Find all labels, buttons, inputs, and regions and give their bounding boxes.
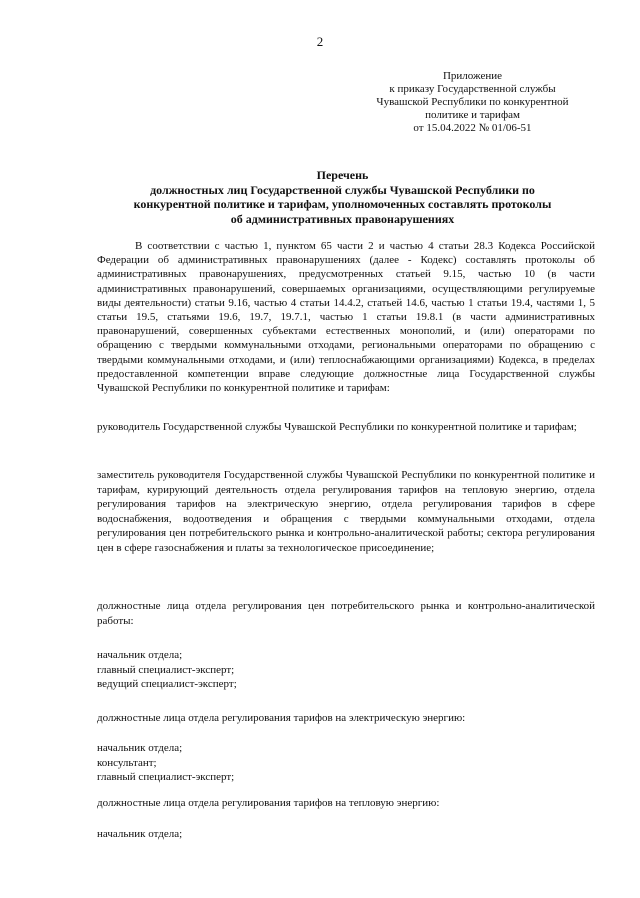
list-item: начальник отдела; — [97, 649, 183, 661]
list-item: начальник отдела; — [97, 742, 183, 754]
appendix-line: от 15.04.2022 № 01/06-51 — [413, 122, 532, 134]
position-list — [97, 648, 497, 692]
document-title — [90, 168, 595, 226]
intro-paragraph: В соответствии с частью 1, пунктом 65 части 2 и частью 4 статьи 28.3 Кодекса Российской Федерации об административных правонарушениях (далее - Кодекс) составлять протоколы об административных правонарушениях, предусмотренных статьей 9.15, частью 10 (в части административных правонарушений, совершаемых организациями, осуществляющими регулируемые виды деятельности) статьи 9.16, частью 4 статьи 14.4.2, статьей 14.6, частью 1 статьи 19.4, частями 1, 5 статьи 19.5, статьями 19.6, 19.7, 19.7.1, частью 1 статьи 19.8.1 (в части административных правонарушений, совершенных субъектами естественных монополий, и (или) операторами по обращению с твердыми коммунальными отходами, региональными операторами по обращению с твердыми коммунальными отходами, и (или) теплоснабжающими организациями) Кодекса, в пределах предоставленной компетенции вправе следующие должностные лица Государственной службы Чувашской Республики по конкурентной политике и тарифам: — [97, 240, 595, 395]
title-line: об административных правонарушениях — [230, 211, 455, 226]
deputy-paragraph: заместитель руководителя Государственной службы Чувашской Республики по конкурентной политике и тарифам, курирующий деятельность отдела регулирования тарифов на тепловую энергию, отдела регулирования тарифов на электрическую энергию, отдела регулирования тарифов в сфере водоснабжения, водоотведения и обращения с твердыми коммунальными отходами, отдела регулирования цен потребительского рынка и контрольно-аналитической работы; сектора регулирования цен в сфере газоснабжения и платы за технологическое присоединение; — [97, 469, 595, 554]
title-line: конкурентной политике и тарифам, уполномоченных составлять протоколы — [133, 197, 552, 211]
list-item: начальник отдела; — [97, 828, 183, 840]
section-heading: должностные лица отдела регулирования тарифов на электрическую энергию: — [97, 712, 466, 724]
appendix-line: Приложение — [442, 70, 503, 82]
list-item: консультант; — [97, 756, 157, 769]
appendix-block — [355, 70, 590, 135]
head-paragraph: руководитель Государственной службы Чувашской Республики по конкурентной политике и тарифам; — [97, 421, 577, 433]
list-item: ведущий специалист-эксперт; — [97, 678, 237, 691]
page-number: 2 — [316, 34, 324, 49]
section-heading: должностные лица отдела регулирования цен потребительского рынка и контрольно-аналитической работы: — [97, 600, 595, 627]
title-line: Перечень — [316, 168, 369, 182]
section-heading: должностные лица отдела регулирования тарифов на тепловую энергию: — [97, 797, 440, 809]
position-list — [97, 827, 497, 842]
appendix-line: политике и тарифам — [425, 109, 520, 121]
appendix-line: Чувашской Республики по конкурентной — [376, 96, 569, 108]
list-item: главный специалист-эксперт; — [97, 663, 235, 676]
appendix-line: к приказу Государственной службы — [389, 83, 556, 95]
position-list — [97, 741, 497, 785]
list-item: главный специалист-эксперт; — [97, 771, 235, 784]
title-line: должностных лиц Государственной службы Чувашской Республики по — [150, 182, 535, 197]
